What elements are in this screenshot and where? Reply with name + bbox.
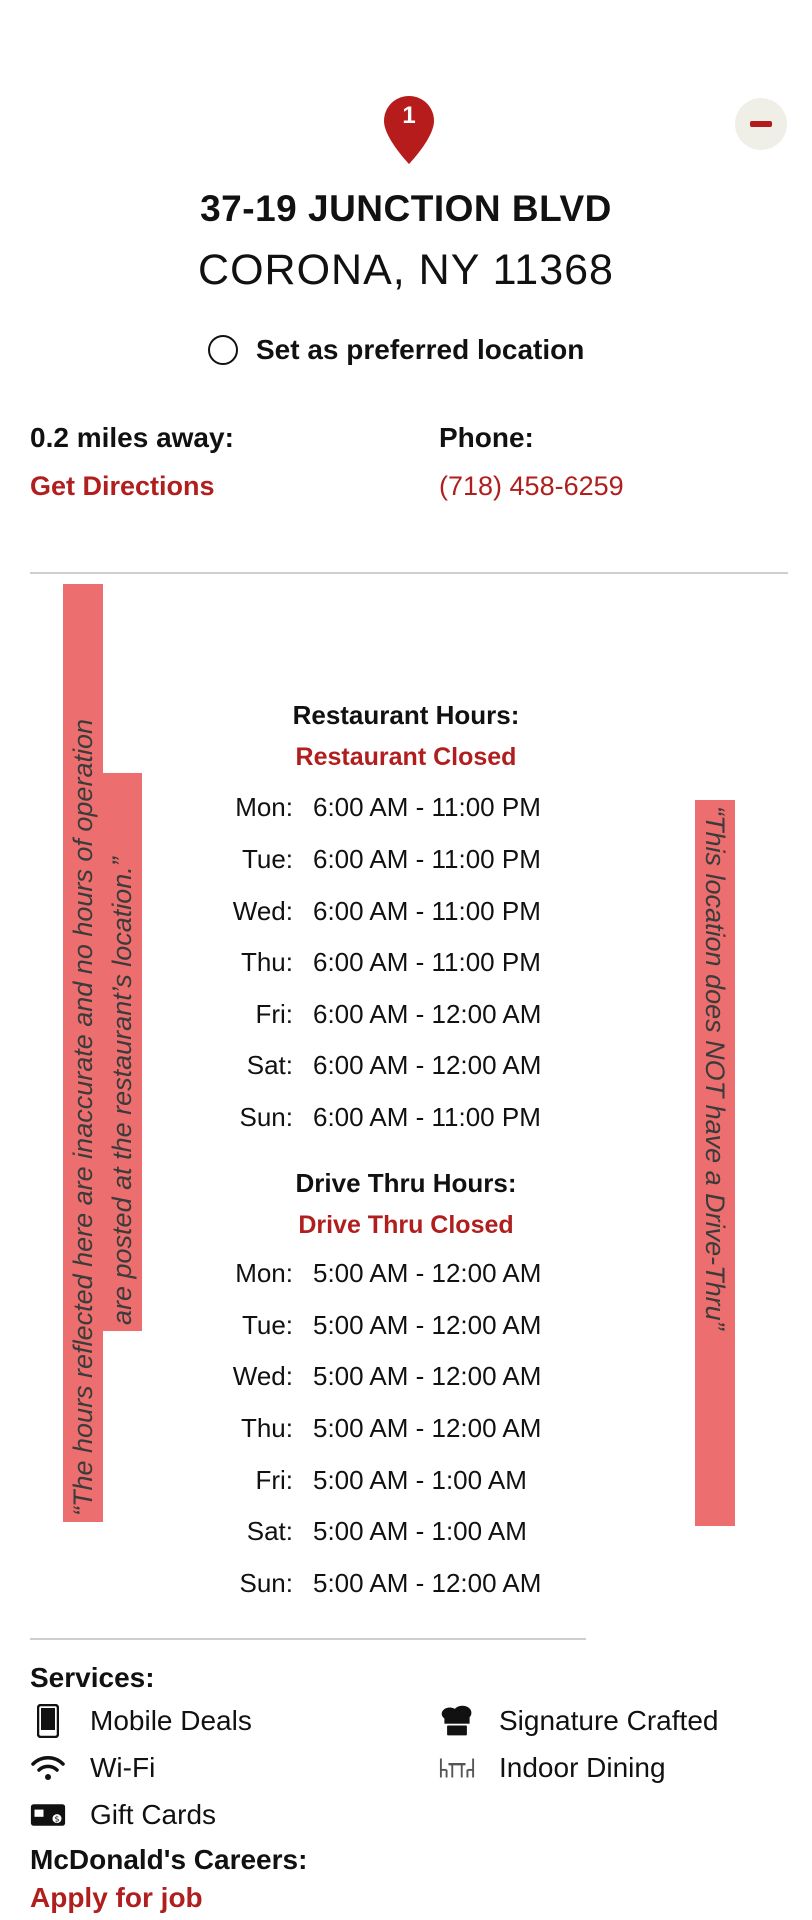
preferred-location-toggle[interactable] <box>208 334 584 366</box>
service-label: Gift Cards <box>90 1799 217 1830</box>
hours-value: 6:00 AM - 11:00 PM <box>313 947 541 977</box>
hours-value: 6:00 AM - 11:00 PM <box>313 792 541 822</box>
day-label: Mon: <box>235 1258 293 1288</box>
gift-card-icon <box>30 1797 66 1833</box>
service-indoor-dining <box>439 1750 666 1786</box>
street-address: 37-19 JUNCTION BLVD <box>200 188 612 229</box>
day-label: Tue: <box>241 844 293 874</box>
day-label: Tue: <box>241 1310 293 1340</box>
service-label: Mobile Deals <box>90 1705 252 1736</box>
annotation-no-drive-thru: “This location does NOT have a Drive-Thru” <box>695 800 735 1526</box>
service-mobile-deals <box>30 1703 252 1739</box>
careers-title: McDonald's Careers: <box>30 1844 308 1875</box>
day-label: Thu: <box>240 1413 293 1443</box>
day-label: Fri: <box>255 1465 293 1495</box>
hours-value: 5:00 AM - 1:00 AM <box>313 1516 527 1546</box>
hours-value: 6:00 AM - 11:00 PM <box>313 896 541 926</box>
service-label: Indoor Dining <box>499 1752 666 1783</box>
services-title: Services: <box>30 1662 155 1693</box>
drive-thru-hours-title: Drive Thru Hours: <box>295 1168 517 1198</box>
hours-value: 5:00 AM - 12:00 AM <box>313 1310 542 1340</box>
service-signature-crafted <box>439 1703 718 1739</box>
day-label: Sat: <box>246 1050 293 1080</box>
wifi-icon <box>30 1750 66 1786</box>
mobile-phone-icon <box>30 1703 66 1739</box>
hours-value: 6:00 AM - 12:00 AM <box>313 999 542 1029</box>
annotation-hours-posted: are posted at the restaurant’s location.” <box>102 773 142 1331</box>
radio-button[interactable] <box>208 335 238 365</box>
annotation-hours-inaccurate: “The hours reflected here are inaccurate and no hours of operation <box>63 584 103 1522</box>
marker-number: 1 <box>402 102 416 129</box>
hours-value: 5:00 AM - 12:00 AM <box>313 1413 542 1443</box>
divider <box>30 1638 586 1640</box>
minus-icon <box>750 121 772 127</box>
drive-thru-status: Drive Thru Closed <box>298 1211 514 1239</box>
day-label: Mon: <box>235 792 293 822</box>
day-label: Thu: <box>240 947 293 977</box>
service-gift-cards <box>30 1797 216 1833</box>
city-state-zip: CORONA, NY 11368 <box>198 246 614 294</box>
hours-value: 6:00 AM - 12:00 AM <box>313 1050 542 1080</box>
divider <box>30 572 788 574</box>
day-label: Wed: <box>232 1361 293 1391</box>
day-label: Wed: <box>232 896 293 926</box>
dining-table-icon <box>439 1750 475 1786</box>
chef-hat-icon <box>439 1703 475 1739</box>
phone-number-link[interactable]: (718) 458-6259 <box>439 471 624 501</box>
day-label: Fri: <box>255 999 293 1029</box>
hours-value: 5:00 AM - 1:00 AM <box>313 1465 527 1495</box>
hours-value: 5:00 AM - 12:00 AM <box>313 1258 542 1288</box>
service-label: Wi-Fi <box>90 1752 156 1783</box>
day-label: Sun: <box>239 1102 293 1132</box>
apply-for-job-link[interactable]: Apply for job <box>30 1882 203 1913</box>
hours-value: 5:00 AM - 12:00 AM <box>313 1568 542 1598</box>
service-label: Signature Crafted <box>499 1705 719 1736</box>
restaurant-hours-title: Restaurant Hours: <box>292 700 520 730</box>
hours-value: 5:00 AM - 12:00 AM <box>313 1361 542 1391</box>
collapse-button[interactable] <box>735 98 787 150</box>
service-wifi <box>30 1750 155 1786</box>
preferred-location-label: Set as preferred location <box>256 334 585 365</box>
hours-value: 6:00 AM - 11:00 PM <box>313 1102 541 1132</box>
phone-label: Phone: <box>439 422 534 453</box>
location-marker-icon <box>384 96 434 164</box>
distance-label: 0.2 miles away: <box>30 422 234 453</box>
restaurant-status: Restaurant Closed <box>295 743 517 771</box>
day-label: Sat: <box>246 1516 293 1546</box>
hours-value: 6:00 AM - 11:00 PM <box>313 844 541 874</box>
day-label: Sun: <box>239 1568 293 1598</box>
svg-text:$: $ <box>54 1813 60 1824</box>
get-directions-link[interactable]: Get Directions <box>30 471 215 501</box>
